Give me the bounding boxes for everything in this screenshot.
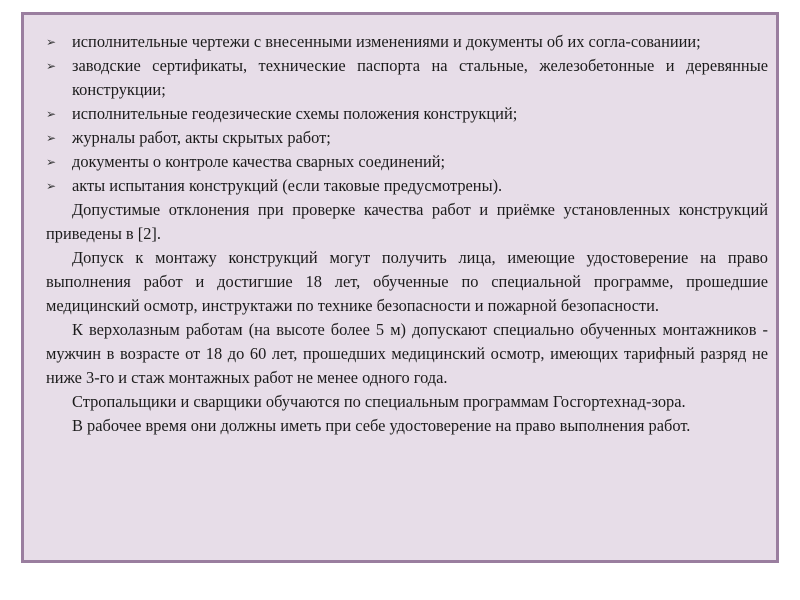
list-item bbox=[46, 126, 768, 150]
paragraph-high-altitude-work: К верхолазным работам (на высоте более 5 м) допускают специально обученных монтажников - мужчин в возрасте от 18 до 60 лет, прошедших медицинский осмотр, имеющих тарифный разряд не ниже 3-го и стаж монтажных работ не менее одного года. bbox=[46, 320, 768, 387]
paragraph-certificate: В рабочее время они должны иметь при себе удостоверение на право выполнения работ. bbox=[72, 416, 691, 435]
paragraph-tolerances: Допустимые отклонения при проверке качества работ и приёмке установленных конструкций приведены в [2]. bbox=[46, 200, 768, 243]
paragraph-slingers-welders: Стропальщики и сварщики обучаются по специальным программам Госгортехнад-зора. bbox=[72, 392, 686, 411]
arrow-bullet-icon: ➢ bbox=[46, 59, 57, 73]
list-item bbox=[46, 174, 768, 198]
list-item-text: документы о контроле качества сварных соединений; bbox=[72, 152, 446, 171]
list-item-text: акты испытания конструкций (если таковые предусмотрены). bbox=[72, 176, 503, 195]
arrow-bullet-icon: ➢ bbox=[46, 179, 57, 193]
paragraph-admission: Допуск к монтажу конструкций могут получить лица, имеющие удостоверение на право выполнения работ и достигшие 18 лет, обученные по специальной программе, прошедшие медицинский осмотр, инструктажи по технике безопасности и пожарной безопасности. bbox=[46, 248, 768, 315]
list-item bbox=[46, 54, 768, 102]
list-item bbox=[46, 102, 768, 126]
arrow-bullet-icon: ➢ bbox=[46, 35, 57, 49]
list-item bbox=[46, 150, 768, 174]
list-item bbox=[46, 30, 768, 54]
content-panel bbox=[21, 12, 779, 563]
list-item-text: журналы работ, акты скрытых работ; bbox=[72, 128, 331, 147]
list-item-text: исполнительные геодезические схемы положения конструкций; bbox=[72, 104, 518, 123]
list-item-text: заводские сертификаты, технические паспорта на стальные, железобетонные и деревянные конструкции; bbox=[72, 56, 768, 99]
requirements-list bbox=[46, 30, 768, 198]
arrow-bullet-icon: ➢ bbox=[46, 107, 57, 121]
arrow-bullet-icon: ➢ bbox=[46, 155, 57, 169]
arrow-bullet-icon: ➢ bbox=[46, 131, 57, 145]
list-item-text: исполнительные чертежи с внесенными изменениями и документы об их согла-сованиии; bbox=[72, 32, 701, 51]
